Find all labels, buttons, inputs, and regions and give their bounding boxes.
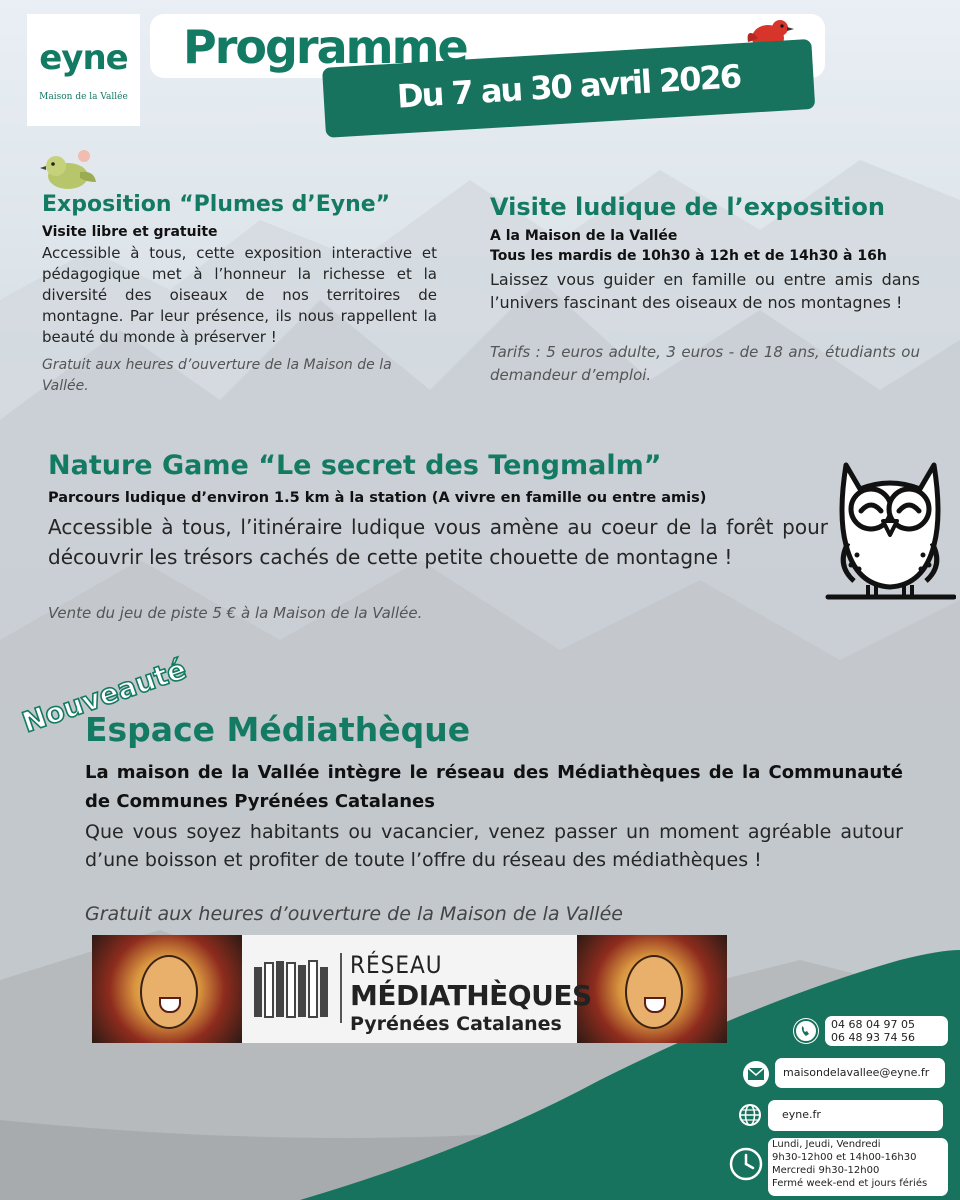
email-pill[interactable] [775,1058,945,1088]
opening-hours-pill [768,1138,948,1196]
owl-icon [824,455,956,603]
banner-line-3: Pyrénées Catalanes [350,1013,562,1035]
expo-subtitle: Visite libre et gratuite [42,224,218,240]
visite-title: Visite ludique de l’exposition [490,193,885,221]
media-title: Espace Médiathèque [85,710,471,749]
hours-line-4: Fermé week-end et jours fériés [772,1178,928,1189]
website-pill[interactable] [768,1100,943,1131]
banner-divider [340,953,342,1023]
logo-subtitle: Maison de la Vallée [39,92,128,102]
reseau-mediatheques-banner[interactable] [92,935,727,1043]
banner-illustration-right [577,935,727,1043]
date-range: Du 7 au 30 avril 2026 [395,57,742,116]
hours-line-3: Mercredi 9h30-12h00 [772,1165,880,1176]
visite-body: Laissez vous guider en famille ou entre amis dans l’univers fascinant des oiseaux de nos montagnes ! [490,270,920,312]
eyne-logo[interactable] [27,14,140,126]
media-note: Gratuit aux heures d’ouverture de la Maison de la Vallée [85,903,623,925]
hours-line-2: 9h30-12h00 et 14h00-16h30 [772,1152,917,1163]
expo-title: Exposition “Plumes d’Eyne” [42,192,391,217]
media-body: Que vous soyez habitants ou vacancier, venez passer un moment agréable autour d’une boisson et profiter de toute l’offre du réseau des médiathèques ! [85,821,903,871]
hours-line-1: Lundi, Jeudi, Vendredi [772,1139,881,1150]
website-link[interactable]: eyne.fr [782,1108,821,1121]
visite-schedule: Tous les mardis de 10h30 à 12h et de 14h30 à 16h [490,248,887,264]
expo-note: Gratuit aux heures d’ouverture de la Maison de la Vallée. [42,357,392,394]
small-bird-icon [40,146,98,194]
email-icon [743,1061,769,1087]
game-note: Vente du jeu de piste 5 € à la Maison de la Vallée. [48,604,423,622]
phone-2[interactable]: 06 48 93 74 56 [831,1031,915,1044]
banner-illustration-left [92,935,242,1043]
game-subtitle: Parcours ludique d’environ 1.5 km à la station (A vivre en famille ou entre amis) [48,490,707,506]
phone-pill[interactable] [825,1016,948,1046]
phone-icon [793,1018,819,1044]
media-lead: La maison de la Vallée intègre le réseau des Médiathèques de la Communauté de Communes Pyrénées Catalanes [85,762,903,812]
banner-line-2: MÉDIATHÈQUES [350,979,592,1012]
page-title: Programme [183,20,467,74]
logo-word: eyne [39,38,128,78]
visite-place: A la Maison de la Vallée [490,228,678,244]
expo-body: Accessible à tous, cette exposition interactive et pédagogique met à l’honneur la richesse et la diversité des oiseaux de nos territoires de montagne. Par leur présence, ils nous rappellent la beauté du monde à préserver ! [42,244,437,346]
globe-icon [737,1102,763,1128]
game-title: Nature Game “Le secret des Tengmalm” [48,450,662,481]
clock-icon [728,1146,764,1182]
nouveaute-badge: Nouveauté [18,652,191,740]
books-icon [252,957,334,1023]
phone-1[interactable]: 04 68 04 97 05 [831,1018,915,1031]
email-address[interactable]: maisondelavallee@eyne.fr [783,1066,930,1079]
banner-line-1: RÉSEAU [350,951,443,979]
game-body: Accessible à tous, l’itinéraire ludique vous amène au coeur de la forêt pour découvrir les trésors cachés de cette petite chouette de montagne ! [48,515,828,569]
visite-tarifs: Tarifs : 5 euros adulte, 3 euros - de 18 ans, étudiants ou demandeur d’emploi. [490,343,920,384]
